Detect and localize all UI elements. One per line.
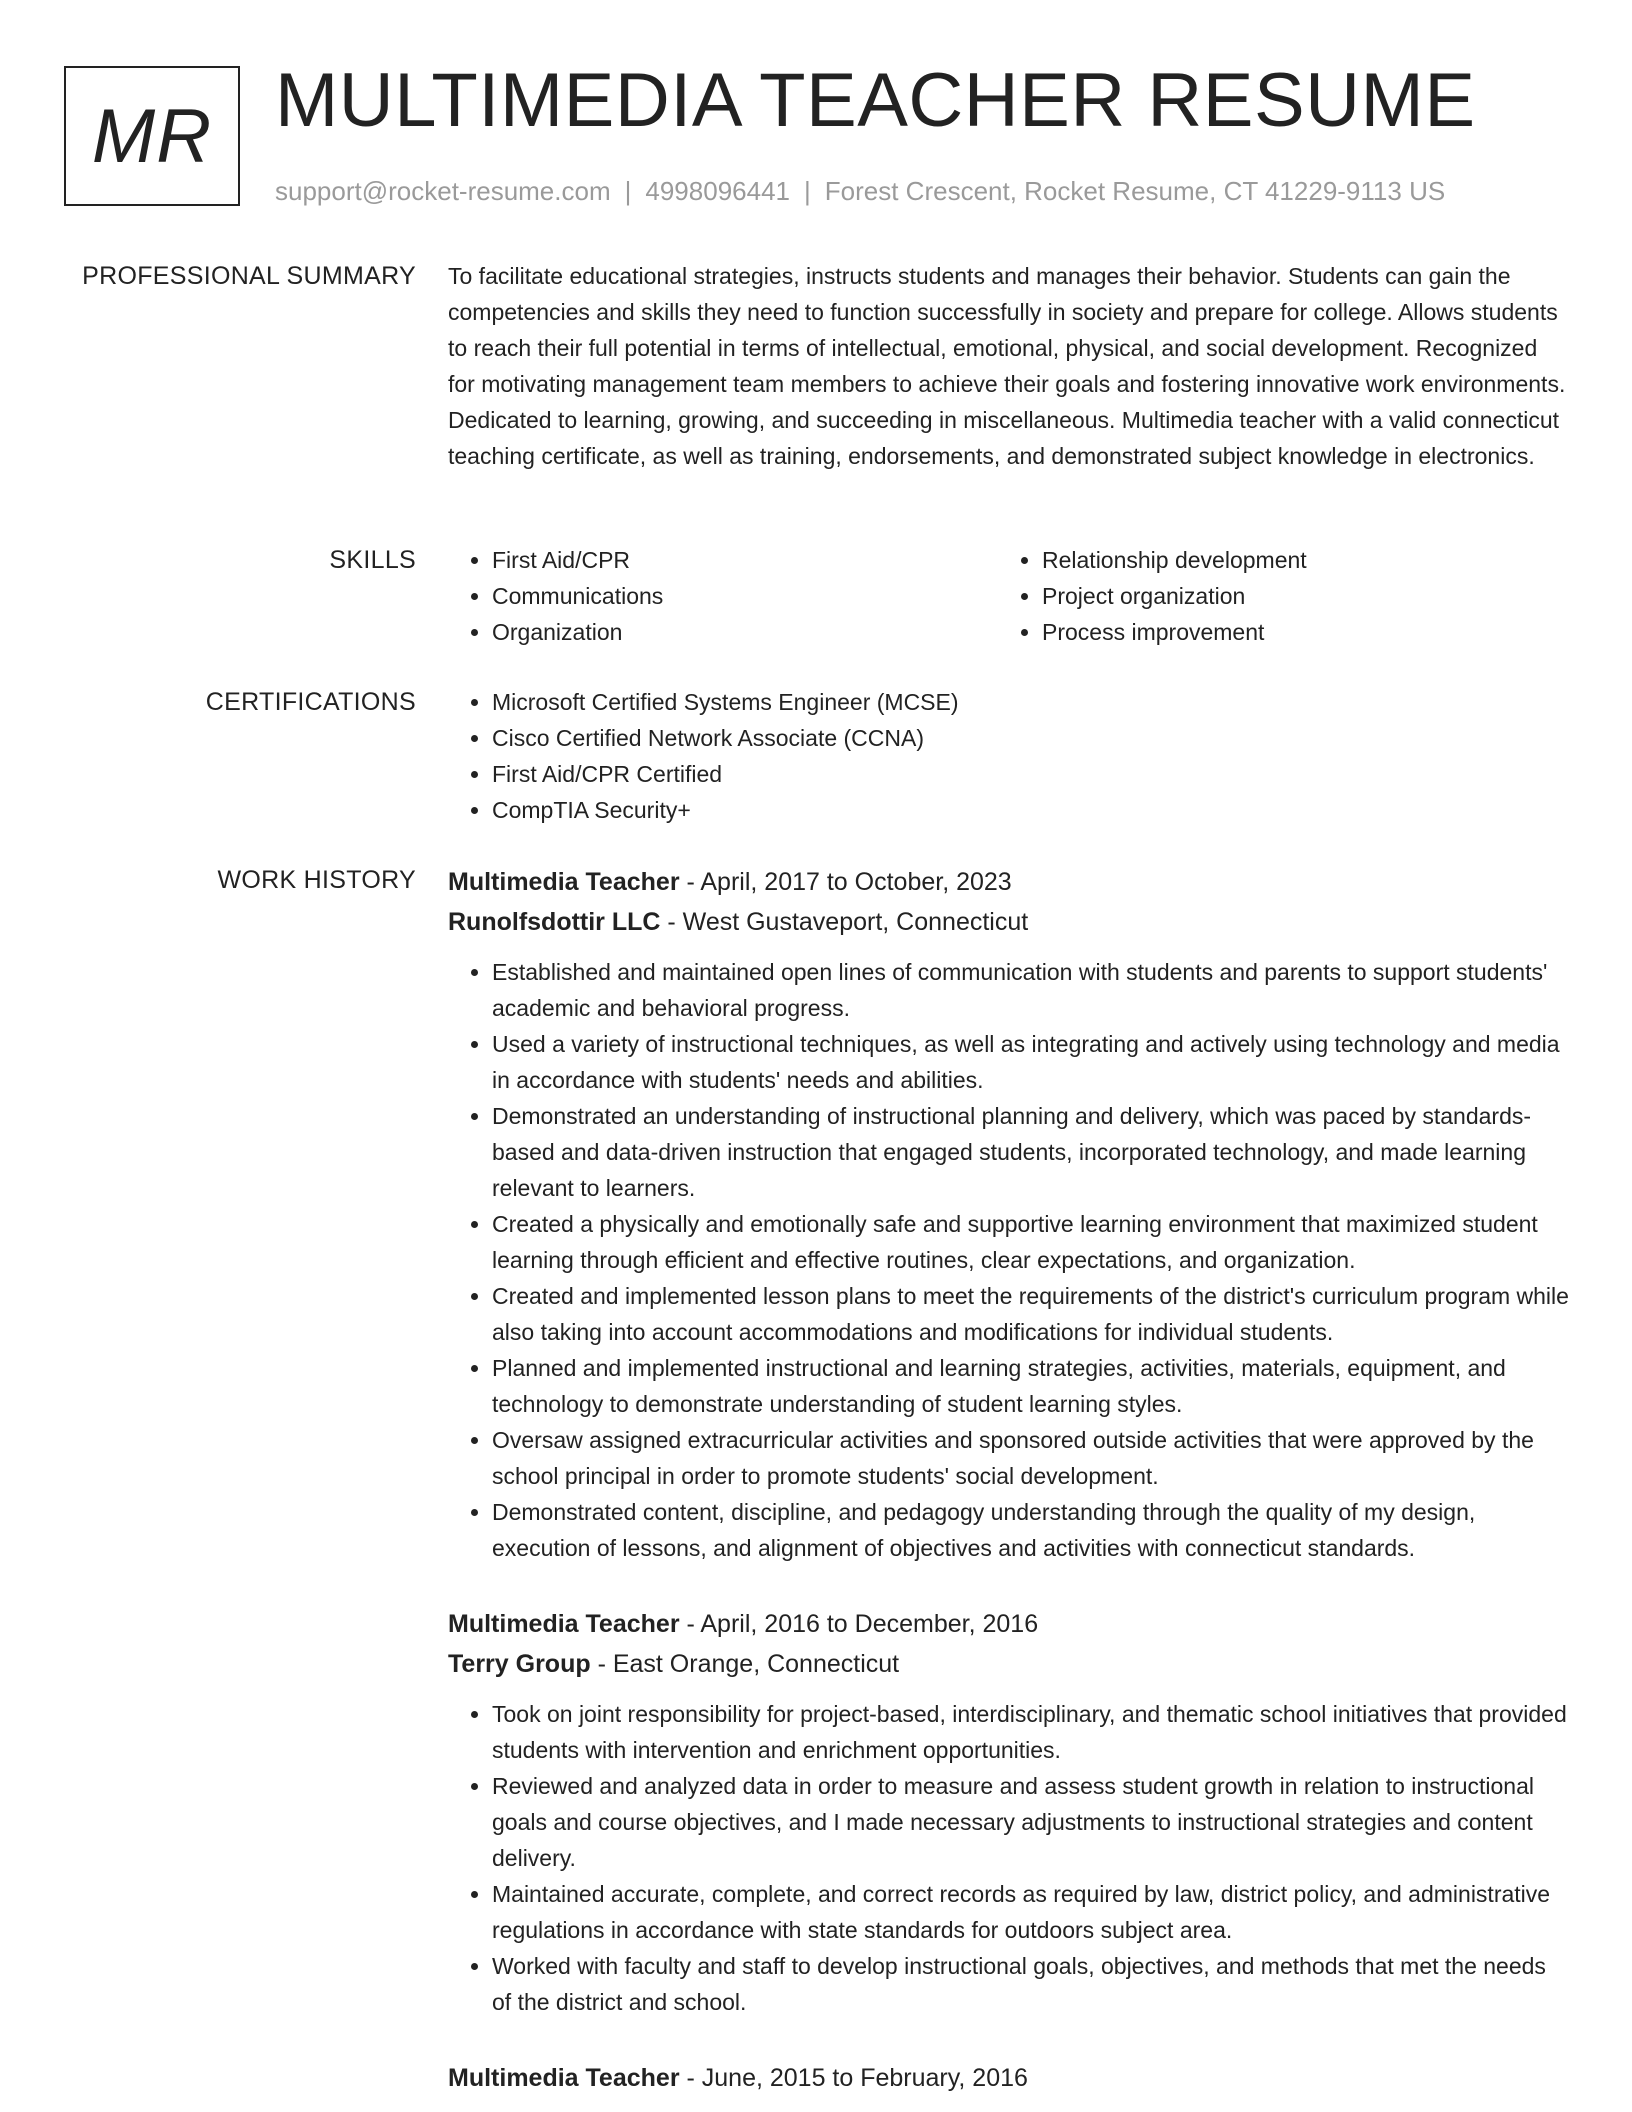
job-bullet: • Reviewed and analyzed data in order to measure and assess student growth in relation to instructional goals and course objectives, and I made necessary adjustments to instructional strategies and content delivery.	[492, 1768, 1570, 1876]
contact-separator: |	[804, 176, 811, 206]
job-title: Multimedia Teacher	[448, 2064, 680, 2092]
certification-item: • First Aid/CPR Certified	[492, 756, 1570, 792]
contact-email: support@rocket-resume.com	[275, 176, 611, 206]
job-company: Terry Group	[448, 1650, 591, 1678]
job-title: Multimedia Teacher	[448, 1610, 680, 1638]
job-bullet: • Worked with faculty and staff to develop instructional goals, objectives, and methods that met the needs of the district and school.	[492, 1948, 1570, 2020]
skill-item: • Communications	[492, 578, 998, 614]
job-dates: - April, 2017 to October, 2023	[679, 868, 1012, 896]
job-title: Multimedia Teacher	[448, 868, 680, 896]
contact-separator: |	[624, 176, 632, 206]
skill-item: • Organization	[492, 614, 998, 650]
job-bullet: • Maintained accurate, complete, and correct records as required by law, district policy, and administrative regulations in accordance with state standards for outdoors subject area.	[492, 1876, 1570, 1948]
contact-phone: 4998096441	[645, 176, 790, 206]
job-title-line	[448, 2058, 1570, 2098]
job-bullet: • Took on joint responsibility for project-based, interdisciplinary, and thematic school initiatives that provided students with intervention and enrichment opportunities.	[492, 1696, 1570, 1768]
job-company-line	[448, 902, 1570, 942]
job-bullets	[448, 954, 1570, 1566]
job-location: - East Orange, Connecticut	[590, 1650, 900, 1678]
contact-line	[275, 174, 1445, 208]
job-bullet: • Demonstrated content, discipline, and pedagogy understanding through the quality of my design, execution of lessons, and alignment of objectives and activities with connecticut standards.	[492, 1494, 1570, 1566]
certifications-heading: CERTIFICATIONS	[205, 688, 416, 716]
job-company: Runolfsdottir LLC	[448, 908, 661, 936]
job-title-line	[448, 862, 1570, 902]
summary-heading: PROFESSIONAL SUMMARY	[82, 262, 416, 290]
job-bullet: • Created and implemented lesson plans to meet the requirements of the district's curriculum program while also taking into account accommodations and modifications for individual students.	[492, 1278, 1570, 1350]
job-location: - West Gustaveport, Connecticut	[660, 908, 1029, 936]
job-entry	[448, 2058, 1570, 2098]
certifications-body	[448, 684, 1570, 828]
skills-body	[448, 542, 1570, 650]
job-company-line	[448, 1644, 1570, 1684]
job-dates: - April, 2016 to December, 2016	[679, 1610, 1039, 1638]
certification-item: • CompTIA Security+	[492, 792, 1570, 828]
skill-item: • Process improvement	[1042, 614, 1548, 650]
skill-item: • First Aid/CPR	[492, 542, 998, 578]
certification-item: • Microsoft Certified Systems Engineer (MCSE)	[492, 684, 1570, 720]
summary-text: To facilitate educational strategies, instructs students and manages their behavior. Students can gain the competencies and skills they need to function successfully in society and prepare for college. Allows students to reach their full potential in terms of intellectual, emotional, physical, and social development. Recognized for motivating management team members to achieve their goals and fostering innovative work environments. Dedicated to learning, growing, and succeeding in miscellaneous. Multimedia teacher with a valid connecticut teaching certificate, as well as training, endorsements, and demonstrated subject knowledge in electronics.	[448, 263, 1566, 469]
job-title-line	[448, 1604, 1570, 1644]
job-bullet: • Demonstrated an understanding of instructional planning and delivery, which was paced by standards-based and data-driven instruction that engaged students, incorporated technology, and made learning relevant to learners.	[492, 1098, 1570, 1206]
job-bullet: • Planned and implemented instructional and learning strategies, activities, materials, equipment, and technology to demonstrate understanding of student learning styles.	[492, 1350, 1570, 1422]
monogram-logo: MR	[64, 66, 240, 206]
summary-body	[448, 258, 1570, 474]
skills-column-2	[998, 542, 1548, 650]
job-bullet: • Used a variety of instructional techniques, as well as integrating and actively using technology and media in accordance with students' needs and abilities.	[492, 1026, 1570, 1098]
work-history-body	[448, 862, 1570, 2112]
resume-title: MULTIMEDIA TEACHER RESUME	[275, 58, 1476, 143]
skills-column-1	[448, 542, 998, 650]
job-dates: - June, 2015 to February, 2016	[679, 2064, 1028, 2092]
job-bullet: • Oversaw assigned extracurricular activities and sponsored outside activities that were approved by the school principal in order to promote students' social development.	[492, 1422, 1570, 1494]
skills-heading: SKILLS	[329, 546, 416, 574]
job-entry	[448, 862, 1570, 1566]
certification-item: • Cisco Certified Network Associate (CCNA)	[492, 720, 1570, 756]
skills-grid	[448, 542, 1570, 650]
skill-item: • Relationship development	[1042, 542, 1548, 578]
job-bullets	[448, 1696, 1570, 2020]
work-history-heading: WORK HISTORY	[217, 866, 416, 894]
skill-item: • Project organization	[1042, 578, 1548, 614]
job-bullet: • Created a physically and emotionally safe and supportive learning environment that maximized student learning through efficient and effective routines, clear expectations, and organization.	[492, 1206, 1570, 1278]
job-entry	[448, 1604, 1570, 2020]
job-bullet: • Established and maintained open lines of communication with students and parents to support students' academic and behavioral progress.	[492, 954, 1570, 1026]
contact-address: Forest Crescent, Rocket Resume, CT 41229-9113 US	[824, 176, 1446, 206]
